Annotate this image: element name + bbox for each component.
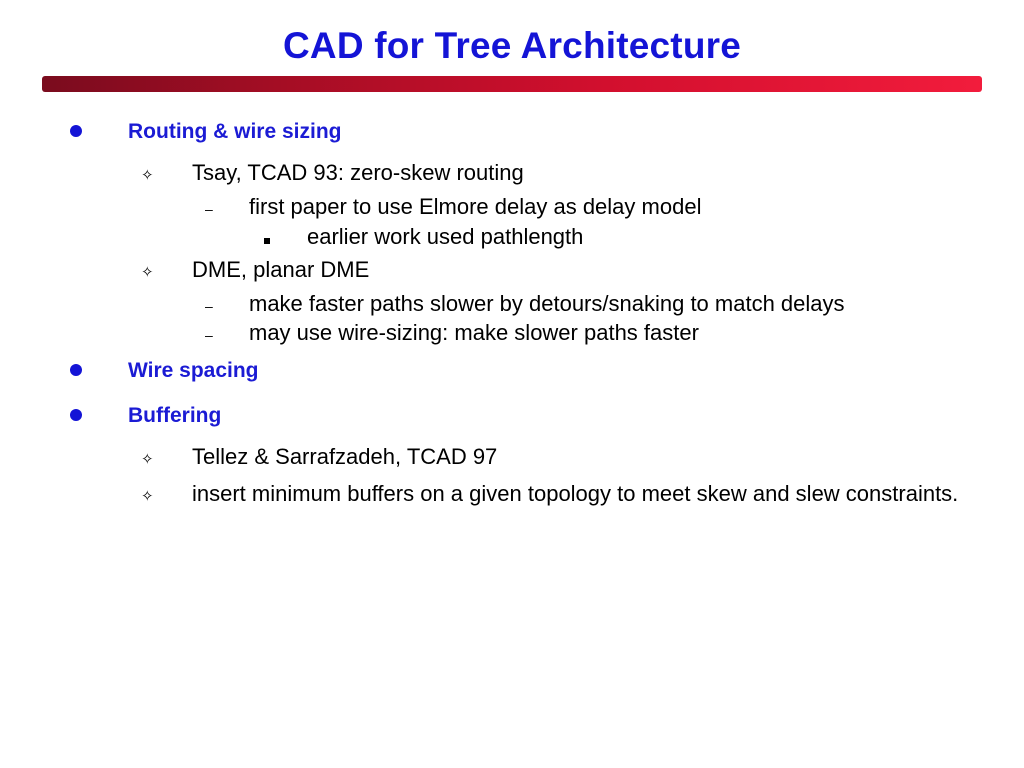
four-point-star-icon: ✧ <box>141 264 154 281</box>
bullet-wire-spacing: Wire spacing <box>128 359 259 382</box>
bullet-buffering: Buffering <box>128 404 222 427</box>
bullet-dme-planar-dme: DME, planar DME <box>192 257 370 282</box>
four-point-star-icon: ✧ <box>141 488 154 505</box>
filled-circle-icon <box>70 364 82 376</box>
square-icon <box>264 238 270 244</box>
bullet-tellez-sarrafzadeh: Tellez & Sarrafzadeh, TCAD 97 <box>192 444 498 469</box>
filled-circle-icon <box>70 409 82 421</box>
filled-circle-icon <box>70 125 82 137</box>
four-point-star-icon: ✧ <box>141 451 154 468</box>
four-point-star-icon: ✧ <box>141 167 154 184</box>
bullet-may-use-wire-sizing: may use wire-sizing: make slower paths faster <box>249 320 699 345</box>
dash-icon: – <box>205 298 213 314</box>
slide-title: CAD for Tree Architecture <box>282 25 741 66</box>
bullet-earlier-work-pathlength: earlier work used pathlength <box>307 224 584 249</box>
dash-icon: – <box>205 201 213 217</box>
bullet-routing-wire-sizing: Routing & wire sizing <box>128 120 342 143</box>
dash-icon: – <box>205 327 213 343</box>
bullet-first-paper-elmore: first paper to use Elmore delay as delay model <box>249 194 702 219</box>
bullet-insert-minimum-buffers: insert minimum buffers on a given topology to meet skew and slew constraints. <box>192 481 959 506</box>
bullet-tsay-tcad-93: Tsay, TCAD 93: zero-skew routing <box>192 160 524 185</box>
bullet-make-faster-paths-slower: make faster paths slower by detours/snaking to match delays <box>249 291 845 316</box>
